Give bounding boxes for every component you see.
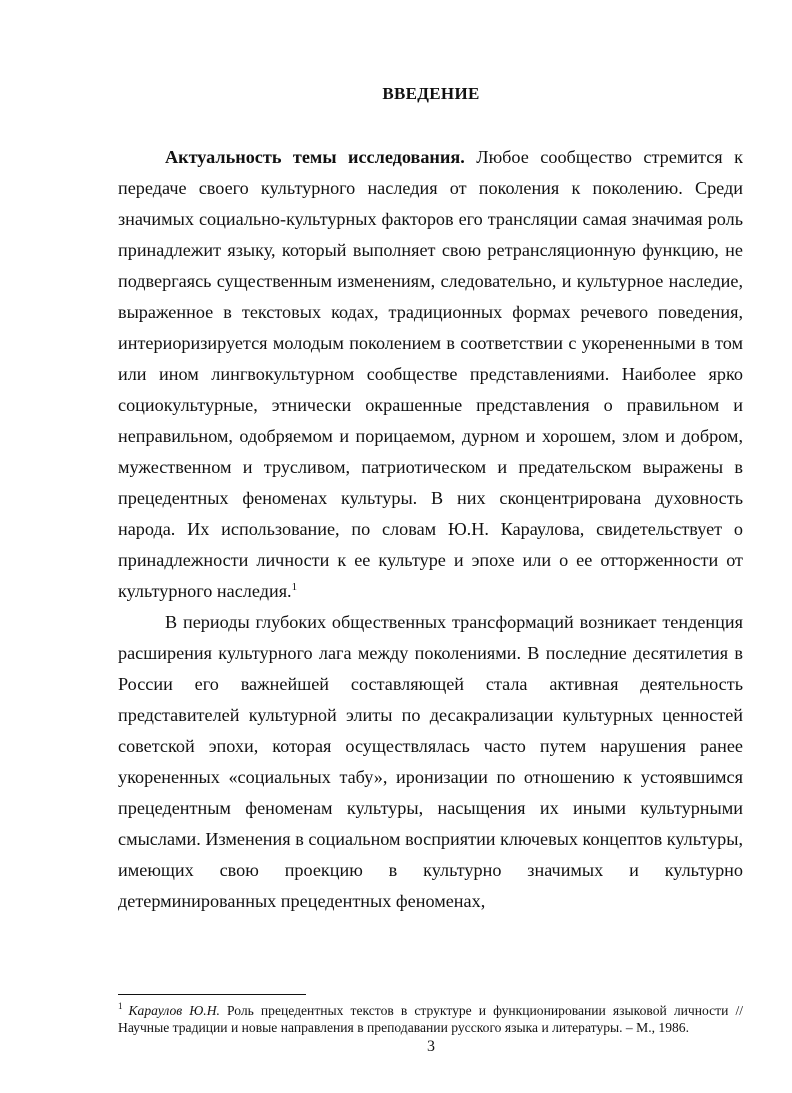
- paragraph-relevance: [118, 142, 743, 607]
- footnote-number: 1: [118, 1001, 123, 1012]
- paragraph-lead: Актуальность темы исследования.: [165, 147, 465, 167]
- footnote-divider: [118, 994, 306, 995]
- footnote-author: Караулов Ю.Н.: [128, 1003, 220, 1018]
- body-text: [118, 142, 743, 917]
- paragraph-transformations: [118, 607, 743, 917]
- paragraph-text: Любое сообщество стремится к передаче своего культурного наследия от поколения к поколению. Среди значимых социально-культурных факторов его трансляции самая значимая роль принадлежит языку, который выполняет свою ретрансляционную функцию, не подвергаясь существенным изменениям, следовательно, и культурное наследие, выраженное в текстовых кодах, традиционных формах речевого поведения, интериоризируется молодым поколением в соответствии с укорененными в том или ином лингвокультурном сообществе представлениями. Наиболее ярко социокультурные, этнически окрашенные представления о правильном и неправильном, одобряемом и порицаемом, дурном и хорошем, злом и добром, мужественном и трусливом, патриотическом и предательском выражены в прецедентных феноменах культуры. В них сконцентрирована духовность народа. Их использование, по словам Ю.Н. Караулова, свидетельствует о принадлежности личности к ее культуре и эпохе или о ее отторженности от культурного наследия.: [118, 147, 743, 601]
- page-number: 3: [427, 1038, 435, 1055]
- footnote: [118, 1002, 743, 1036]
- footnote-reference[interactable]: 1: [291, 580, 298, 593]
- footnote-text: Роль прецедентных текстов в структуре и функционировании языковой личности // Научные традиции и новые направления в преподавании русского языка и литературы. – М., 1986.: [118, 1003, 743, 1035]
- paragraph-text: В периоды глубоких общественных трансформаций возникает тенденция расширения культурного лага между поколениями. В последние десятилетия в России его важнейшей составляющей стала активная деятельность представителей культурной элиты по десакрализации культурных ценностей советской эпохи, которая осуществлялась часто путем нарушения ранее укорененных «социальных табу», иронизации по отношению к устоявшимся прецедентным феноменам культуры, насыщения их иными культурными смыслами. Изменения в социальном восприятии ключевых концептов культуры, имеющих свою проекцию в культурно значимых и культурно детерминированных прецедентных феноменах,: [118, 612, 743, 911]
- section-title: ВВЕДЕНИЕ: [382, 84, 480, 103]
